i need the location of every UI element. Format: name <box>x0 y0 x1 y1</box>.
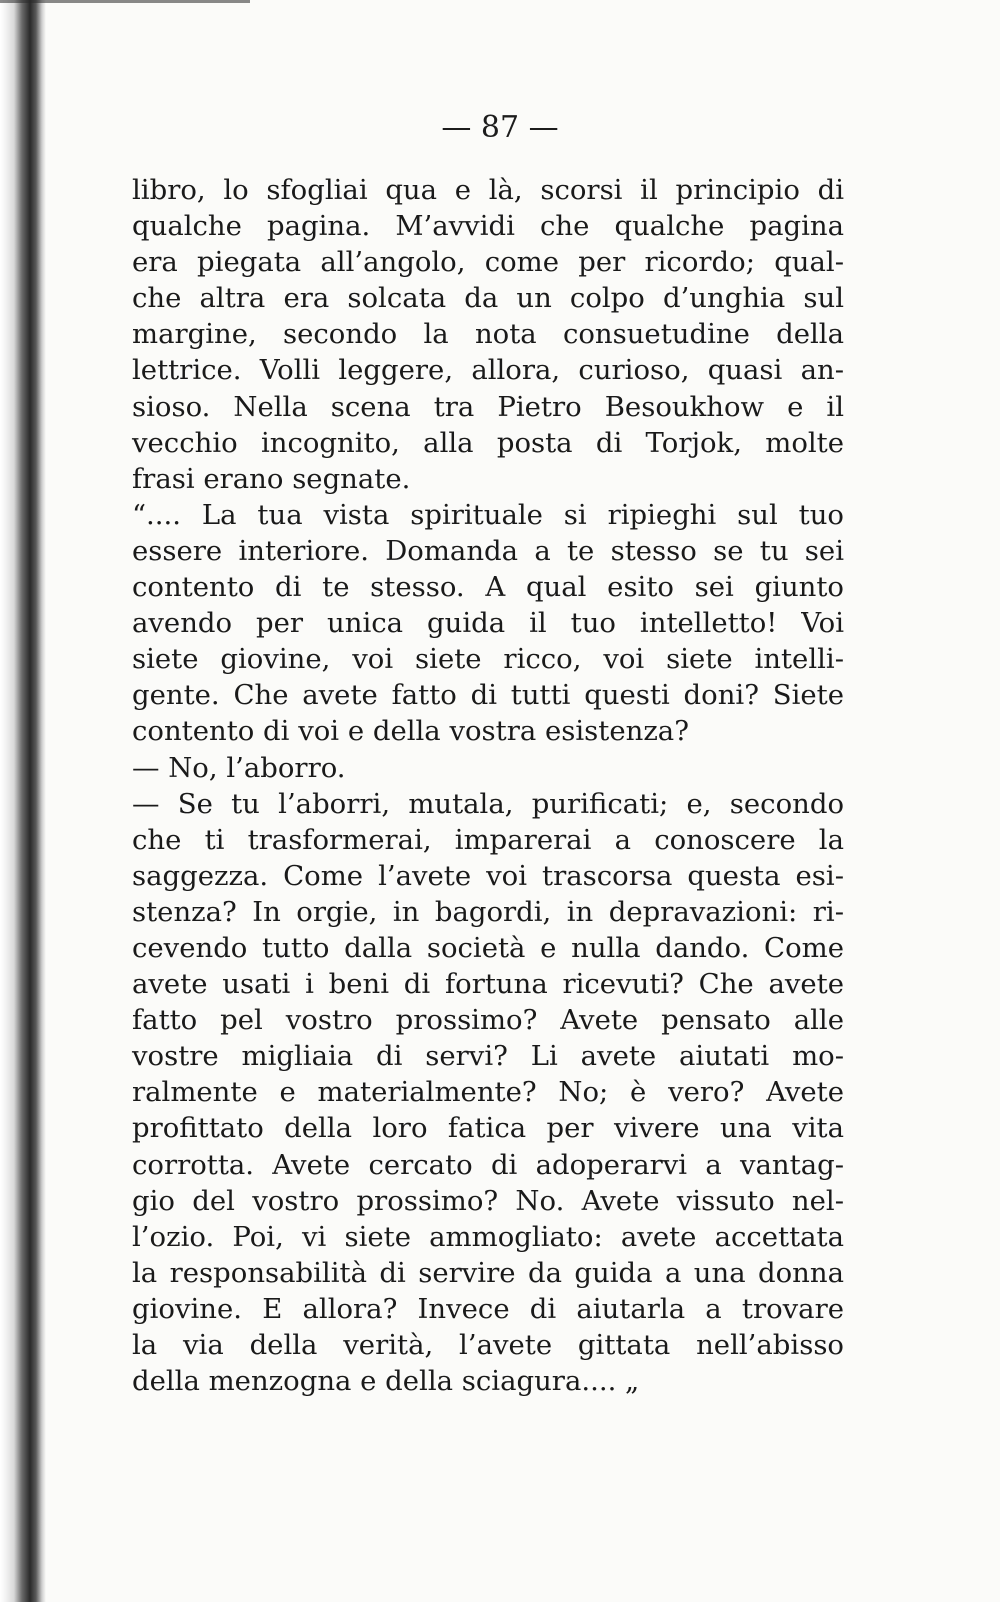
text-line: cevendo tutto dalla società e nulla dando. Come <box>132 931 844 964</box>
binding-edge <box>0 0 46 1602</box>
text-line: che ti trasformerai, imparerai a conoscere la <box>132 823 844 856</box>
text-line: la via della verità, l’avete gittata nell’abisso <box>132 1329 844 1361</box>
text-line: frasi erano segnate. <box>132 462 411 495</box>
text-line: che altra era solcata da un colpo d’unghia sul <box>132 282 844 315</box>
text-line: era piegata all’angolo, come per ricordo; qual- <box>132 246 844 279</box>
text-line: giovine. E allora? Invece di aiutarla a trovare <box>132 1292 844 1325</box>
text-line: libro, lo sfogliai qua e là, scorsi il principio di <box>132 174 844 206</box>
text-line: fatto pel vostro prossimo? Avete pensato alle <box>132 1004 844 1037</box>
text-line: avendo per unica guida il tuo intelletto! Voi <box>132 607 844 640</box>
text-line: vecchio incognito, alla posta di Torjok, molte <box>132 426 844 459</box>
text-line: ralmente e materialmente? No; è vero? Avete <box>132 1076 844 1109</box>
text-line: gio del vostro prossimo? No. Avete vissuto nel- <box>132 1184 844 1217</box>
text-line: gente. Che avete fatto di tutti questi doni? Siete <box>132 679 844 712</box>
page-number: — 87 — <box>441 110 559 145</box>
text-line: margine, secondo la nota consuetudine della <box>132 318 844 351</box>
text-line: essere interiore. Domanda a te stesso se tu sei <box>132 534 844 567</box>
text-line: lettrice. Volli leggere, allora, curioso, quasi an- <box>132 354 844 387</box>
text-line: la responsabilità di servire da guida a una donna <box>132 1256 844 1289</box>
text-line: siete giovine, voi siete ricco, voi siete intelli- <box>132 643 844 676</box>
text-line: — Se tu l’aborri, mutala, purificati; e, secondo <box>132 787 844 820</box>
text-line: l’ozio. Poi, vi siete ammogliato: avete accettata <box>132 1220 844 1253</box>
text-line: saggezza. Come l’avete voi trascorsa questa esi- <box>132 859 844 892</box>
text-line: avete usati i beni di fortuna ricevuti? Che avete <box>132 968 844 1001</box>
text-line: della menzogna e della sciagura.... „ <box>132 1365 640 1398</box>
text-line: — No, l’aborro. <box>132 751 346 784</box>
text-line: “.... La tua vista spirituale si ripieghi sul tuo <box>132 498 844 531</box>
text-line: vostre migliaia di servi? Li avete aiutati mo- <box>132 1040 844 1073</box>
text-line: contento di voi e della vostra esistenza? <box>132 715 689 748</box>
text-line: stenza? In orgie, in bagordi, in depravazioni: ri- <box>132 895 844 928</box>
binding-corner <box>0 0 250 17</box>
text-line: qualche pagina. M’avvidi che qualche pagina <box>132 210 844 243</box>
text-line: profittato della loro fatica per vivere una vita <box>132 1112 844 1145</box>
text-line: sioso. Nella scena tra Pietro Besoukhow e il <box>132 390 844 423</box>
text-line: contento di te stesso. A qual esito sei giunto <box>132 571 844 604</box>
body-text <box>132 172 844 1399</box>
text-line: corrotta. Avete cercato di adoperarvi a vantag- <box>132 1148 844 1181</box>
